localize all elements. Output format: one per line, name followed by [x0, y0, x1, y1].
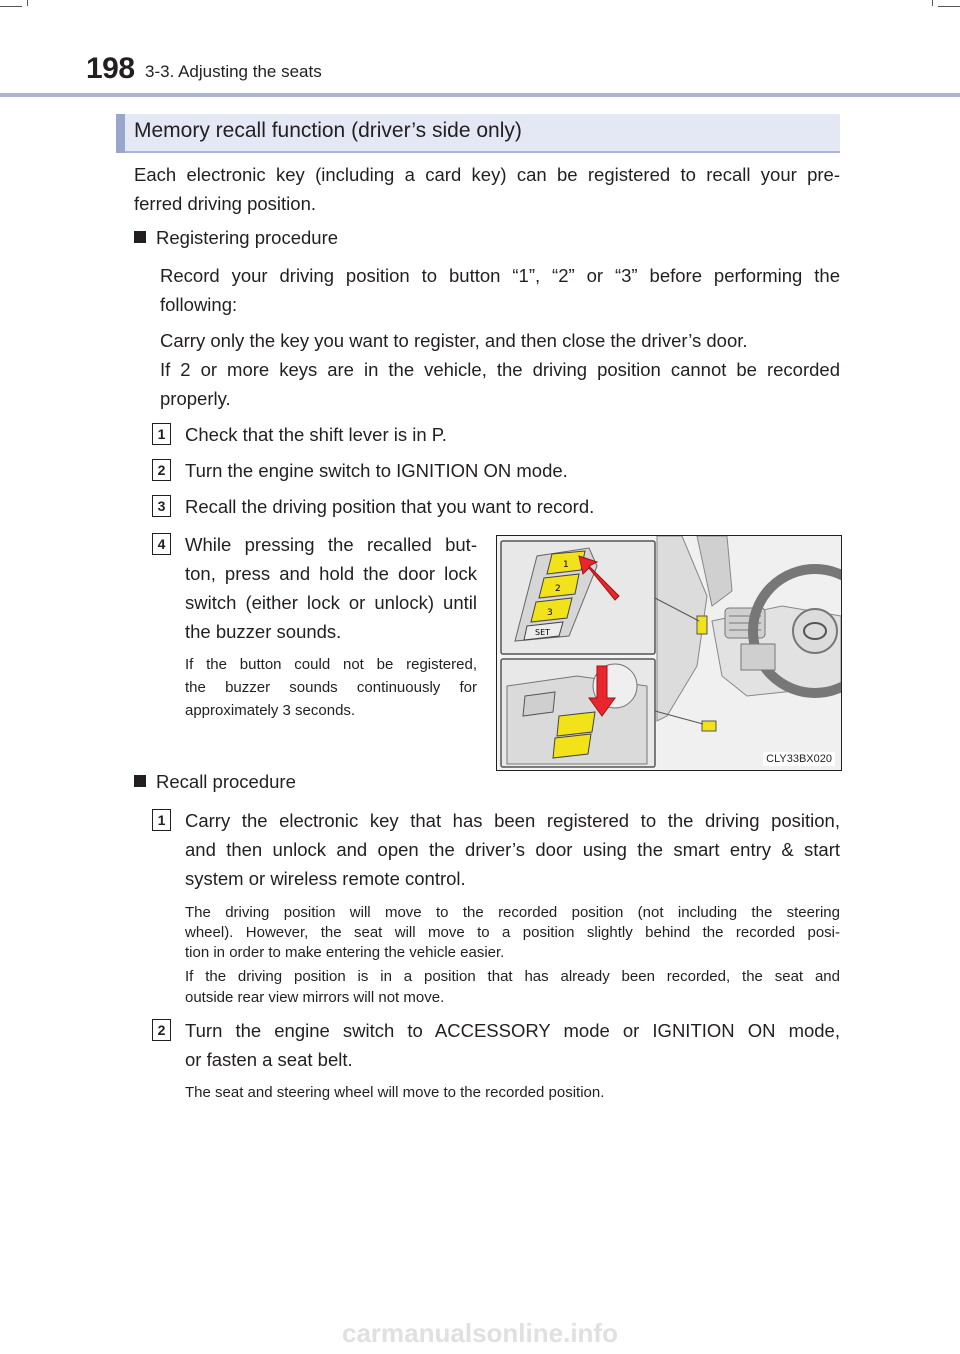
- page-number: 198: [86, 52, 135, 85]
- step-number-badge: 2: [152, 459, 171, 481]
- chapter-title: 3-3. Adjusting the seats: [145, 62, 322, 81]
- steering-wheel-hub: [793, 609, 837, 653]
- button-2-label: 2: [555, 584, 561, 594]
- memory-switch-location: [697, 616, 707, 634]
- recall-step-1-line-2: and then unlock and open the driver’s door using the smart entry & start: [185, 839, 840, 860]
- registering-p3-line-2: properly.: [160, 388, 231, 409]
- button-1-label: 1: [563, 560, 569, 570]
- registering-p1-line-2: following:: [160, 294, 238, 315]
- registering-step-3-text: Recall the driving position that you want to record.: [185, 496, 595, 517]
- intro-line-2: ferred driving position.: [134, 193, 317, 214]
- recall-step-1-note-line-1: The driving position will move to the recorded position (not including the steering: [185, 904, 840, 921]
- crop-mark-top-left-v: [27, 0, 28, 6]
- registering-p3-line-1: If 2 or more keys are in the vehicle, the driving position cannot be recorded: [160, 359, 840, 380]
- recall-step-1-note-line-2: wheel). However, the seat will move to a position slightly behind the recorded posi-: [185, 924, 840, 941]
- control-panel: [741, 644, 775, 670]
- recall-step-1-note-line-3: tion in order to make entering the vehicle easier.: [185, 944, 505, 961]
- registering-step-4-line-3: switch (either lock or unlock) until: [185, 592, 477, 613]
- square-bullet-icon: [134, 775, 146, 787]
- crop-mark-top-left-h: [0, 6, 22, 7]
- registering-p1-line-1: Record your driving position to button “1”, “2” or “3” before performing the: [160, 265, 840, 286]
- registering-step-1-text: Check that the shift lever is in P.: [185, 424, 447, 445]
- section-bar-accent: [116, 114, 125, 153]
- step-number-badge: 1: [152, 809, 171, 831]
- crop-mark-top-right-v: [932, 0, 933, 6]
- recall-step-2-note: The seat and steering wheel will move to the recorded position.: [185, 1084, 605, 1101]
- registering-step-4-note-line-3: approximately 3 seconds.: [185, 702, 356, 719]
- registering-step-4-line-2: ton, press and hold the door lock: [185, 563, 477, 584]
- registering-step-4-line-1: While pressing the recalled but-: [185, 534, 477, 555]
- set-button-label: SET: [535, 628, 551, 637]
- registering-step-4-note-line-2: the buzzer sounds continuously for: [185, 679, 477, 696]
- button-3-label: 3: [547, 608, 553, 618]
- registering-step-2-text: Turn the engine switch to IGNITION ON mode.: [185, 460, 568, 481]
- recall-heading-label: Recall procedure: [156, 771, 296, 792]
- recall-heading: [134, 771, 296, 793]
- step-number-badge: 3: [152, 495, 171, 517]
- square-bullet-icon: [134, 231, 146, 243]
- header-rule: [0, 93, 960, 97]
- lock-switch-location: [702, 721, 716, 731]
- door-switch-illustration: [496, 535, 842, 771]
- recall-step-1-line-1: Carry the electronic key that has been registered to the driving position,: [185, 810, 840, 831]
- recall-step-2-line-2: or fasten a seat belt.: [185, 1049, 353, 1070]
- watermark: carmanualsonline.info: [342, 1318, 618, 1348]
- registering-heading-label: Registering procedure: [156, 227, 339, 248]
- unlock-switch: [553, 734, 591, 758]
- registering-heading: [134, 227, 338, 249]
- step-number-badge: 4: [152, 533, 171, 555]
- door-switch-drawing: [497, 536, 841, 770]
- recall-step-1-note-line-4: If the driving position is in a position that has already been recorded, the seat and: [185, 968, 840, 985]
- window-switch: [523, 692, 555, 716]
- recall-step-2-line-1: Turn the engine switch to ACCESSORY mode or IGNITION ON mode,: [185, 1020, 840, 1041]
- lock-switch: [557, 712, 595, 736]
- step-number-badge: 2: [152, 1019, 171, 1041]
- step-number-badge: 1: [152, 423, 171, 445]
- figure-code: CLY33BX020: [763, 752, 835, 766]
- registering-step-4-line-4: the buzzer sounds.: [185, 621, 342, 642]
- recall-step-1-note-line-5: outside rear view mirrors will not move.: [185, 989, 445, 1006]
- registering-step-4-note-line-1: If the button could not be registered,: [185, 656, 477, 673]
- intro-line-1: Each electronic key (including a card key) can be registered to recall your pre-: [134, 164, 840, 185]
- registering-p2: Carry only the key you want to register, and then close the driver’s door.: [160, 330, 748, 351]
- crop-mark-top-right-h: [938, 6, 960, 7]
- recall-step-1-line-3: system or wireless remote control.: [185, 868, 466, 889]
- section-title: Memory recall function (driver’s side only): [134, 119, 522, 142]
